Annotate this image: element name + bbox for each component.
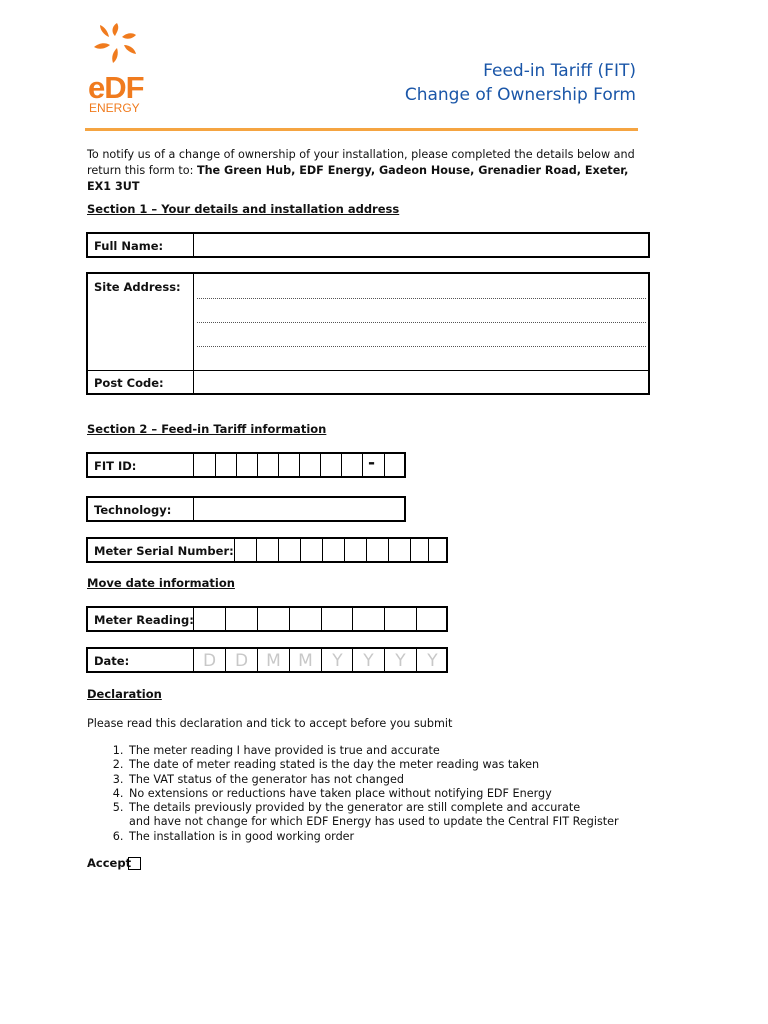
declaration-heading: Declaration: [87, 687, 162, 701]
date-year-placeholder[interactable]: Y: [363, 651, 374, 671]
post-code-label: Post Code:: [94, 376, 164, 390]
declaration-item: 1. The meter reading I have provided is true and accurate: [127, 744, 647, 758]
full-name-row: [86, 232, 650, 258]
meter-reading-input-cells[interactable]: [195, 608, 446, 630]
date-month-placeholder[interactable]: M: [298, 651, 313, 671]
return-address: The Green Hub, EDF Energy, Gadeon House, Grenadier Road, Exeter, EX1 3UT: [87, 164, 629, 193]
declaration-item-continuation: and have not change for which EDF Energy has used to update the Central FIT Register: [129, 815, 619, 829]
logo-subtitle: ENERGY: [89, 101, 140, 115]
move-date-heading: Move date information: [87, 576, 235, 590]
header-divider: [85, 128, 638, 131]
meter-serial-input-cells[interactable]: [236, 539, 446, 561]
date-row: [86, 647, 448, 673]
date-day-placeholder[interactable]: D: [234, 651, 249, 671]
site-address-label: Site Address:: [94, 280, 181, 294]
logo-wordmark: eDF: [88, 70, 144, 105]
date-day-placeholder[interactable]: D: [202, 651, 217, 671]
accept-label: Accept: [87, 856, 132, 870]
form-title-line1: Feed-in Tariff (FIT): [483, 61, 636, 81]
technology-row: [86, 496, 406, 522]
form-title-line2: Change of Ownership Form: [404, 85, 636, 105]
section1-heading: Section 1 – Your details and installation address: [87, 202, 400, 216]
section2-heading: Section 2 – Feed-in Tariff information: [87, 422, 327, 436]
fit-id-input-cells[interactable]: [195, 454, 404, 476]
meter-reading-row: [86, 606, 448, 632]
declaration-item: 4. No extensions or reductions have taken place without notifying EDF Energy: [127, 787, 647, 801]
post-code-field[interactable]: [195, 372, 648, 393]
fit-id-dash: -: [368, 453, 376, 473]
intro-paragraph: [87, 147, 647, 195]
declaration-item: 3. The VAT status of the generator has not changed: [127, 773, 647, 787]
address-table: [86, 272, 650, 395]
accept-checkbox[interactable]: [128, 857, 141, 870]
declaration-item-text: The details previously provided by the generator are still complete and accurate: [129, 801, 581, 815]
date-label: Date:: [94, 654, 130, 668]
declaration-item: 6. The installation is in good working order: [127, 830, 647, 844]
meter-serial-label: Meter Serial Number:: [94, 544, 234, 558]
meter-serial-row: [86, 537, 448, 563]
address-line-2: [197, 322, 646, 323]
fit-id-row: [86, 452, 406, 478]
address-line-3: [197, 346, 646, 347]
full-name-field[interactable]: [195, 234, 648, 256]
declaration-intro: Please read this declaration and tick to accept before you submit: [87, 717, 453, 730]
date-month-placeholder[interactable]: M: [266, 651, 281, 671]
declaration-list: [87, 744, 647, 844]
declaration-item: 2. The date of meter reading stated is the day the meter reading was taken: [127, 758, 647, 772]
technology-label: Technology:: [94, 503, 172, 517]
technology-field[interactable]: [195, 498, 404, 520]
address-line-1: [197, 298, 646, 299]
site-address-field[interactable]: [195, 274, 648, 370]
intro-text: To notify us of a change of ownership of your installation, please completed the details below and return this form to:: [87, 148, 635, 177]
full-name-label: Full Name:: [94, 239, 164, 253]
date-year-placeholder[interactable]: Y: [427, 651, 438, 671]
date-year-placeholder[interactable]: Y: [332, 651, 343, 671]
fit-id-label: FIT ID:: [94, 459, 137, 473]
meter-reading-label: Meter Reading:: [94, 613, 194, 627]
declaration-item: [127, 801, 647, 830]
date-year-placeholder[interactable]: Y: [395, 651, 406, 671]
